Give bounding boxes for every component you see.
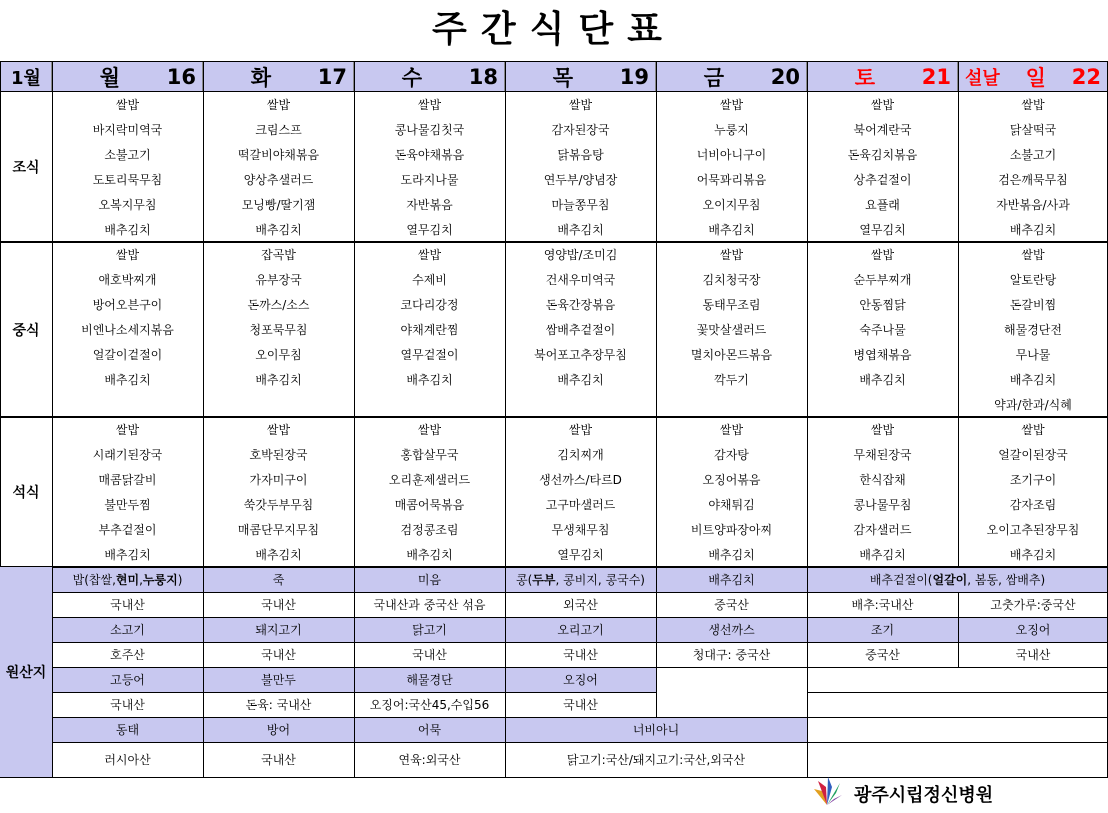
origin-text-post: ) [177, 572, 183, 587]
origin-cell: 호주산 [110, 648, 145, 662]
origin-cell: 생선까스 [708, 623, 755, 637]
origin-cell: 국내산 [412, 648, 447, 662]
menu-item: 배추김치 [104, 373, 151, 387]
origin-cell: 연육:외국산 [398, 753, 461, 767]
menu-item [52, 392, 203, 417]
origin-cell: 닭고기:국산/돼지고기:국산,외국산 [566, 753, 746, 767]
menu-item: 상추겉절이 [853, 173, 912, 187]
menu-item: 코다리강정 [400, 298, 459, 312]
menu-item: 돈육간장볶음 [545, 298, 616, 312]
menu-item: 꽃맛살샐러드 [696, 323, 767, 337]
origin-text-pre: 배추겉절이( [869, 573, 933, 587]
menu-item: 열무겉절이 [400, 348, 459, 362]
grid-line [354, 567, 355, 777]
origin-cell: 중국산 [865, 648, 900, 662]
origin-text-b1: 얼갈이 [932, 573, 968, 587]
origin-cell: 러시아산 [104, 753, 151, 767]
grid-line [52, 617, 1108, 618]
hospital-name: 광주시립정신병원 [854, 784, 994, 806]
menu-item: 무나물 [1015, 348, 1051, 362]
menu-item: 쌀밥 [417, 423, 442, 437]
menu-item: 떡갈비야채볶음 [237, 148, 320, 162]
menu-item: 야채계란찜 [400, 323, 459, 337]
header-day-name: 목 [552, 65, 574, 90]
header-month: 1월 [0, 61, 52, 92]
grid-line [807, 667, 808, 777]
grid-line [656, 61, 657, 567]
origin-cell: 소고기 [110, 623, 145, 637]
menu-item: 배추김치 [859, 548, 906, 562]
menu-item: 시래기된장국 [92, 448, 163, 462]
origin-label: 원산지 [5, 665, 47, 681]
menu-item: 잡곡밥 [261, 248, 296, 262]
origin-bean [505, 567, 656, 592]
grid-line [505, 567, 506, 777]
origin-text-b1: 현미 [115, 573, 140, 587]
header-day-name: 수 [401, 65, 423, 90]
origin-cell: 배추:국내산 [851, 598, 914, 612]
menu-item: 오징어볶음 [702, 473, 761, 487]
grid-line [958, 592, 959, 667]
header-day-name: 월 [99, 65, 121, 90]
menu-item: 오이무침 [255, 348, 302, 362]
menu-item: 돈육김치볶음 [847, 148, 918, 162]
menu-item: 배추김치 [1009, 223, 1057, 237]
menu-item: 닭볶음탕 [557, 148, 604, 162]
grid-line [354, 61, 355, 567]
grid-line [52, 567, 1108, 568]
menu-item: 북어포고추장무침 [534, 348, 627, 362]
grid-line [807, 692, 1108, 693]
header-day-name: 일 [1025, 65, 1046, 90]
menu-item: 크림스프 [255, 123, 302, 137]
menu-item: 무생채무침 [551, 523, 610, 537]
menu-item: 감자된장국 [551, 123, 610, 137]
menu-item: 알토란탕 [1009, 273, 1057, 287]
menu-item: 감자탕 [714, 448, 749, 462]
menu-item: 조기구이 [1009, 473, 1057, 487]
grid-line [52, 642, 1108, 643]
origin-cell: 어묵 [417, 723, 442, 737]
menu-item: 해물경단전 [1004, 323, 1062, 337]
menu-item: 배추김치 [557, 373, 604, 387]
menu-item: 콩나물김칫국 [394, 123, 465, 137]
page-title: 주간식단표 [432, 9, 676, 50]
menu-item: 고구마샐러드 [545, 498, 616, 512]
hospital-logo-icon [810, 775, 844, 813]
menu-item [354, 392, 505, 417]
menu-item: 양상추샐러드 [243, 173, 314, 187]
grid-line [52, 567, 53, 777]
grid-line [203, 567, 204, 777]
menu-item: 쌀밥 [870, 98, 895, 112]
menu-item: 열무김치 [406, 223, 453, 237]
header-day-2 [354, 61, 505, 92]
menu-item: 쌀밥 [115, 423, 140, 437]
origin-cell: 해물경단 [406, 673, 453, 687]
menu-item: 호박된장국 [249, 448, 308, 462]
origin-rice [52, 567, 203, 592]
menu-item: 부추겉절이 [98, 523, 157, 537]
menu-item [505, 392, 656, 417]
origin-cell: 오리고기 [557, 623, 604, 637]
header-day-5 [807, 61, 958, 92]
header-day-name: 화 [250, 65, 272, 90]
origin-text-b1: 두부 [532, 573, 556, 587]
menu-item: 돈갈비찜 [1009, 298, 1057, 312]
header-day-3 [505, 61, 656, 92]
origin-cell: 국내산 [261, 753, 296, 767]
menu-item: 모닝빵/딸기잼 [241, 198, 316, 212]
menu-item: 동태무조림 [702, 298, 761, 312]
menu-item: 배추김치 [708, 223, 755, 237]
origin-text-pre: 밥(찹쌀, [72, 573, 116, 587]
grid-line [0, 777, 806, 778]
menu-item: 무채된장국 [853, 448, 912, 462]
menu-item: 오복지무침 [98, 198, 157, 212]
meal-label: 석식 [12, 485, 40, 501]
origin-empty [657, 668, 807, 717]
origin-cell: 국내산 [261, 648, 296, 662]
menu-item: 약과/한과/식혜 [994, 398, 1072, 412]
grid-line [807, 742, 1108, 743]
menu-item: 돈까스/소스 [247, 298, 310, 312]
origin-cell: 외국산 [563, 598, 598, 612]
header-day-prefix: 설날 [965, 67, 1000, 89]
origin-cell: 닭고기 [412, 623, 447, 637]
menu-item: 숙주나물 [859, 323, 906, 337]
origin-cell: 오징어 [1015, 623, 1051, 637]
menu-item: 불만두찜 [104, 498, 151, 512]
menu-item: 마늘쫑무침 [551, 198, 610, 212]
origin-text-mid: , [139, 572, 143, 587]
origin-cell: 오징어 [563, 673, 598, 687]
menu-item: 배추김치 [255, 548, 302, 562]
menu-item: 안동찜닭 [859, 298, 906, 312]
menu-item: 비엔나소세지볶음 [81, 323, 174, 337]
menu-item: 오이고추된장무침 [986, 523, 1080, 537]
origin-cell: 국내산 [110, 698, 145, 712]
menu-item: 배추김치 [1009, 373, 1057, 387]
menu-item: 얼갈이겉절이 [92, 348, 163, 362]
grid-line [958, 61, 959, 567]
origin-cell: 국내산 [563, 698, 598, 712]
origin-text-post: , 콩비지, 콩국수) [555, 573, 645, 587]
menu-item: 매콤단무지무침 [237, 523, 320, 537]
menu-item: 가자미구이 [249, 473, 308, 487]
menu-item: 매콤닭갈비 [98, 473, 157, 487]
origin-cell: 오징어:국산45,수입56 [369, 698, 490, 712]
origin-empty [808, 668, 1107, 777]
menu-item: 바지락미역국 [92, 123, 163, 137]
menu-item: 배추김치 [255, 373, 302, 387]
menu-item: 너비아니구이 [696, 148, 767, 162]
footer [810, 776, 1108, 811]
menu-item: 쌀밥 [1021, 248, 1045, 262]
grid-line [203, 61, 204, 567]
menu-item: 닭살떡국 [1009, 123, 1057, 137]
header-day-date: 22 [1071, 64, 1101, 89]
meal-label: 조식 [12, 160, 40, 176]
menu-item: 쌀밥 [115, 248, 140, 262]
menu-item: 건새우미역국 [545, 273, 616, 287]
origin-kimchi: 배추김치 [708, 573, 755, 587]
menu-item: 감자조림 [1009, 498, 1057, 512]
grid-line [0, 61, 1108, 62]
menu-item [203, 392, 354, 417]
menu-item: 쌀밥 [1021, 423, 1045, 437]
origin-cell: 국내산과 중국산 섞음 [373, 598, 486, 612]
origin-geot [807, 567, 1108, 592]
menu-item: 오리훈제샐러드 [388, 473, 471, 487]
menu-item: 자반볶음/사과 [996, 198, 1070, 212]
header-day-1 [203, 61, 354, 92]
menu-item: 열무김치 [557, 548, 604, 562]
menu-item: 깍두기 [714, 373, 749, 387]
header-day-6 [958, 61, 1108, 92]
menu-item: 소불고기 [1009, 148, 1057, 162]
menu-item: 쌀밥 [870, 423, 895, 437]
menu-item: 배추김치 [104, 548, 151, 562]
menu-item: 김치찌개 [557, 448, 604, 462]
menu-item: 어묵꽈리볶음 [696, 173, 767, 187]
menu-item: 배추김치 [255, 223, 302, 237]
menu-item: 청포묵무침 [249, 323, 308, 337]
header-day-name: 금 [703, 65, 725, 90]
menu-item: 북어계란국 [853, 123, 912, 137]
menu-item: 방어오븐구이 [92, 298, 163, 312]
menu-item: 쌀밥 [719, 98, 744, 112]
menu-item: 쑥갓두부무침 [243, 498, 314, 512]
origin-cell: 방어 [266, 723, 291, 737]
origin-cell: 조기 [870, 623, 895, 637]
header-day-date: 19 [619, 64, 649, 89]
menu-item: 배추김치 [104, 223, 151, 237]
menu-item: 배추김치 [406, 373, 453, 387]
menu-item: 쌀밥 [115, 98, 140, 112]
menu-item: 쌀밥 [1021, 98, 1045, 112]
origin-cell: 중국산 [714, 598, 749, 612]
menu-item: 검은깨묵무침 [998, 173, 1068, 187]
menu-item: 연두부/양념장 [543, 173, 618, 187]
menu-item: 쌀밥 [568, 98, 593, 112]
origin-text-b2: 누룽지 [142, 573, 178, 587]
menu-item: 쌈배추겉절이 [545, 323, 616, 337]
origin-cell: 청대구: 중국산 [692, 648, 771, 662]
meal-label: 중식 [12, 322, 40, 339]
menu-item: 배추김치 [859, 373, 906, 387]
menu-item: 수제비 [412, 273, 447, 287]
grid-line [807, 717, 1108, 718]
origin-cell: 너비아니 [632, 723, 680, 737]
menu-item: 김치청국장 [702, 273, 761, 287]
menu-item: 생선까스/타르D [539, 473, 622, 487]
menu-item: 돈육야채볶음 [394, 148, 465, 162]
grid-line [0, 91, 1108, 92]
header-day-date: 21 [921, 64, 951, 89]
menu-item: 누룽지 [714, 123, 749, 137]
menu-item: 애호박찌개 [98, 273, 157, 287]
origin-cell: 돼지고기 [255, 623, 302, 637]
grid-line [52, 61, 53, 567]
origin-mieum: 미음 [417, 573, 442, 587]
header-day-name: 토 [854, 65, 876, 90]
menu-item: 오이지무침 [702, 198, 761, 212]
menu-item: 쌀밥 [719, 423, 744, 437]
grid-line [807, 61, 808, 567]
menu-item: 한식잡채 [859, 473, 906, 487]
header-day-0 [52, 61, 203, 92]
origin-cell: 불만두 [261, 673, 296, 687]
menu-item: 유부장국 [255, 273, 302, 287]
grid-line [505, 61, 506, 567]
origin-cell: 고등어 [110, 673, 145, 687]
header-day-4 [656, 61, 807, 92]
grid-line [656, 667, 657, 717]
menu-item: 멸치아몬드볶음 [690, 348, 773, 362]
menu-item: 배추김치 [557, 223, 604, 237]
menu-item: 쌀밥 [417, 98, 442, 112]
menu-item: 병엽채볶음 [853, 348, 912, 362]
menu-item: 검정콩조림 [400, 523, 459, 537]
menu-item: 도토리묵무침 [92, 173, 163, 187]
menu-item: 배추김치 [406, 548, 453, 562]
origin-text-pre: 콩( [516, 573, 533, 587]
menu-item: 영양밥/조미김 [543, 248, 618, 262]
header-day-date: 16 [166, 64, 196, 89]
origin-cell: 국내산 [261, 598, 296, 612]
menu-item: 홍합살무국 [400, 448, 459, 462]
menu-item: 얼갈이된장국 [998, 448, 1068, 462]
menu-item: 쌀밥 [719, 248, 744, 262]
header-day-date: 18 [468, 64, 498, 89]
origin-cell: 돈육: 국내산 [245, 698, 312, 712]
menu-item [807, 392, 958, 417]
menu-item: 콩나물무침 [853, 498, 912, 512]
menu-item: 순두부찌개 [853, 273, 912, 287]
grid-line [52, 592, 1108, 593]
header-day-date: 20 [770, 64, 800, 89]
menu-item: 쌀밥 [266, 423, 291, 437]
origin-text-post: , 봄동, 쌈배추) [967, 573, 1046, 587]
header-day-date: 17 [317, 64, 347, 89]
menu-item: 자반볶음 [406, 198, 453, 212]
menu-item: 매콤어묵볶음 [394, 498, 465, 512]
origin-cell: 국내산 [1015, 648, 1051, 662]
menu-item: 야채튀김 [708, 498, 755, 512]
menu-item: 쌀밥 [568, 423, 593, 437]
menu-item: 도라지나물 [400, 173, 459, 187]
origin-juk: 죽 [272, 573, 285, 587]
menu-item: 배추김치 [1009, 548, 1057, 562]
menu-item: 쌀밥 [870, 248, 895, 262]
menu-item: 요플래 [865, 198, 900, 212]
menu-item [656, 392, 807, 417]
menu-item: 감자샐러드 [853, 523, 912, 537]
origin-cell: 고춧가루:중국산 [990, 598, 1076, 612]
menu-item: 배추김치 [708, 548, 755, 562]
menu-item: 쌀밥 [266, 98, 291, 112]
menu-item: 소불고기 [104, 148, 151, 162]
origin-cell: 국내산 [563, 648, 598, 662]
menu-item: 비트양파장아찌 [690, 523, 773, 537]
origin-cell: 동태 [115, 723, 140, 737]
menu-item: 열무김치 [859, 223, 906, 237]
menu-item: 쌀밥 [417, 248, 442, 262]
origin-cell: 국내산 [110, 598, 145, 612]
